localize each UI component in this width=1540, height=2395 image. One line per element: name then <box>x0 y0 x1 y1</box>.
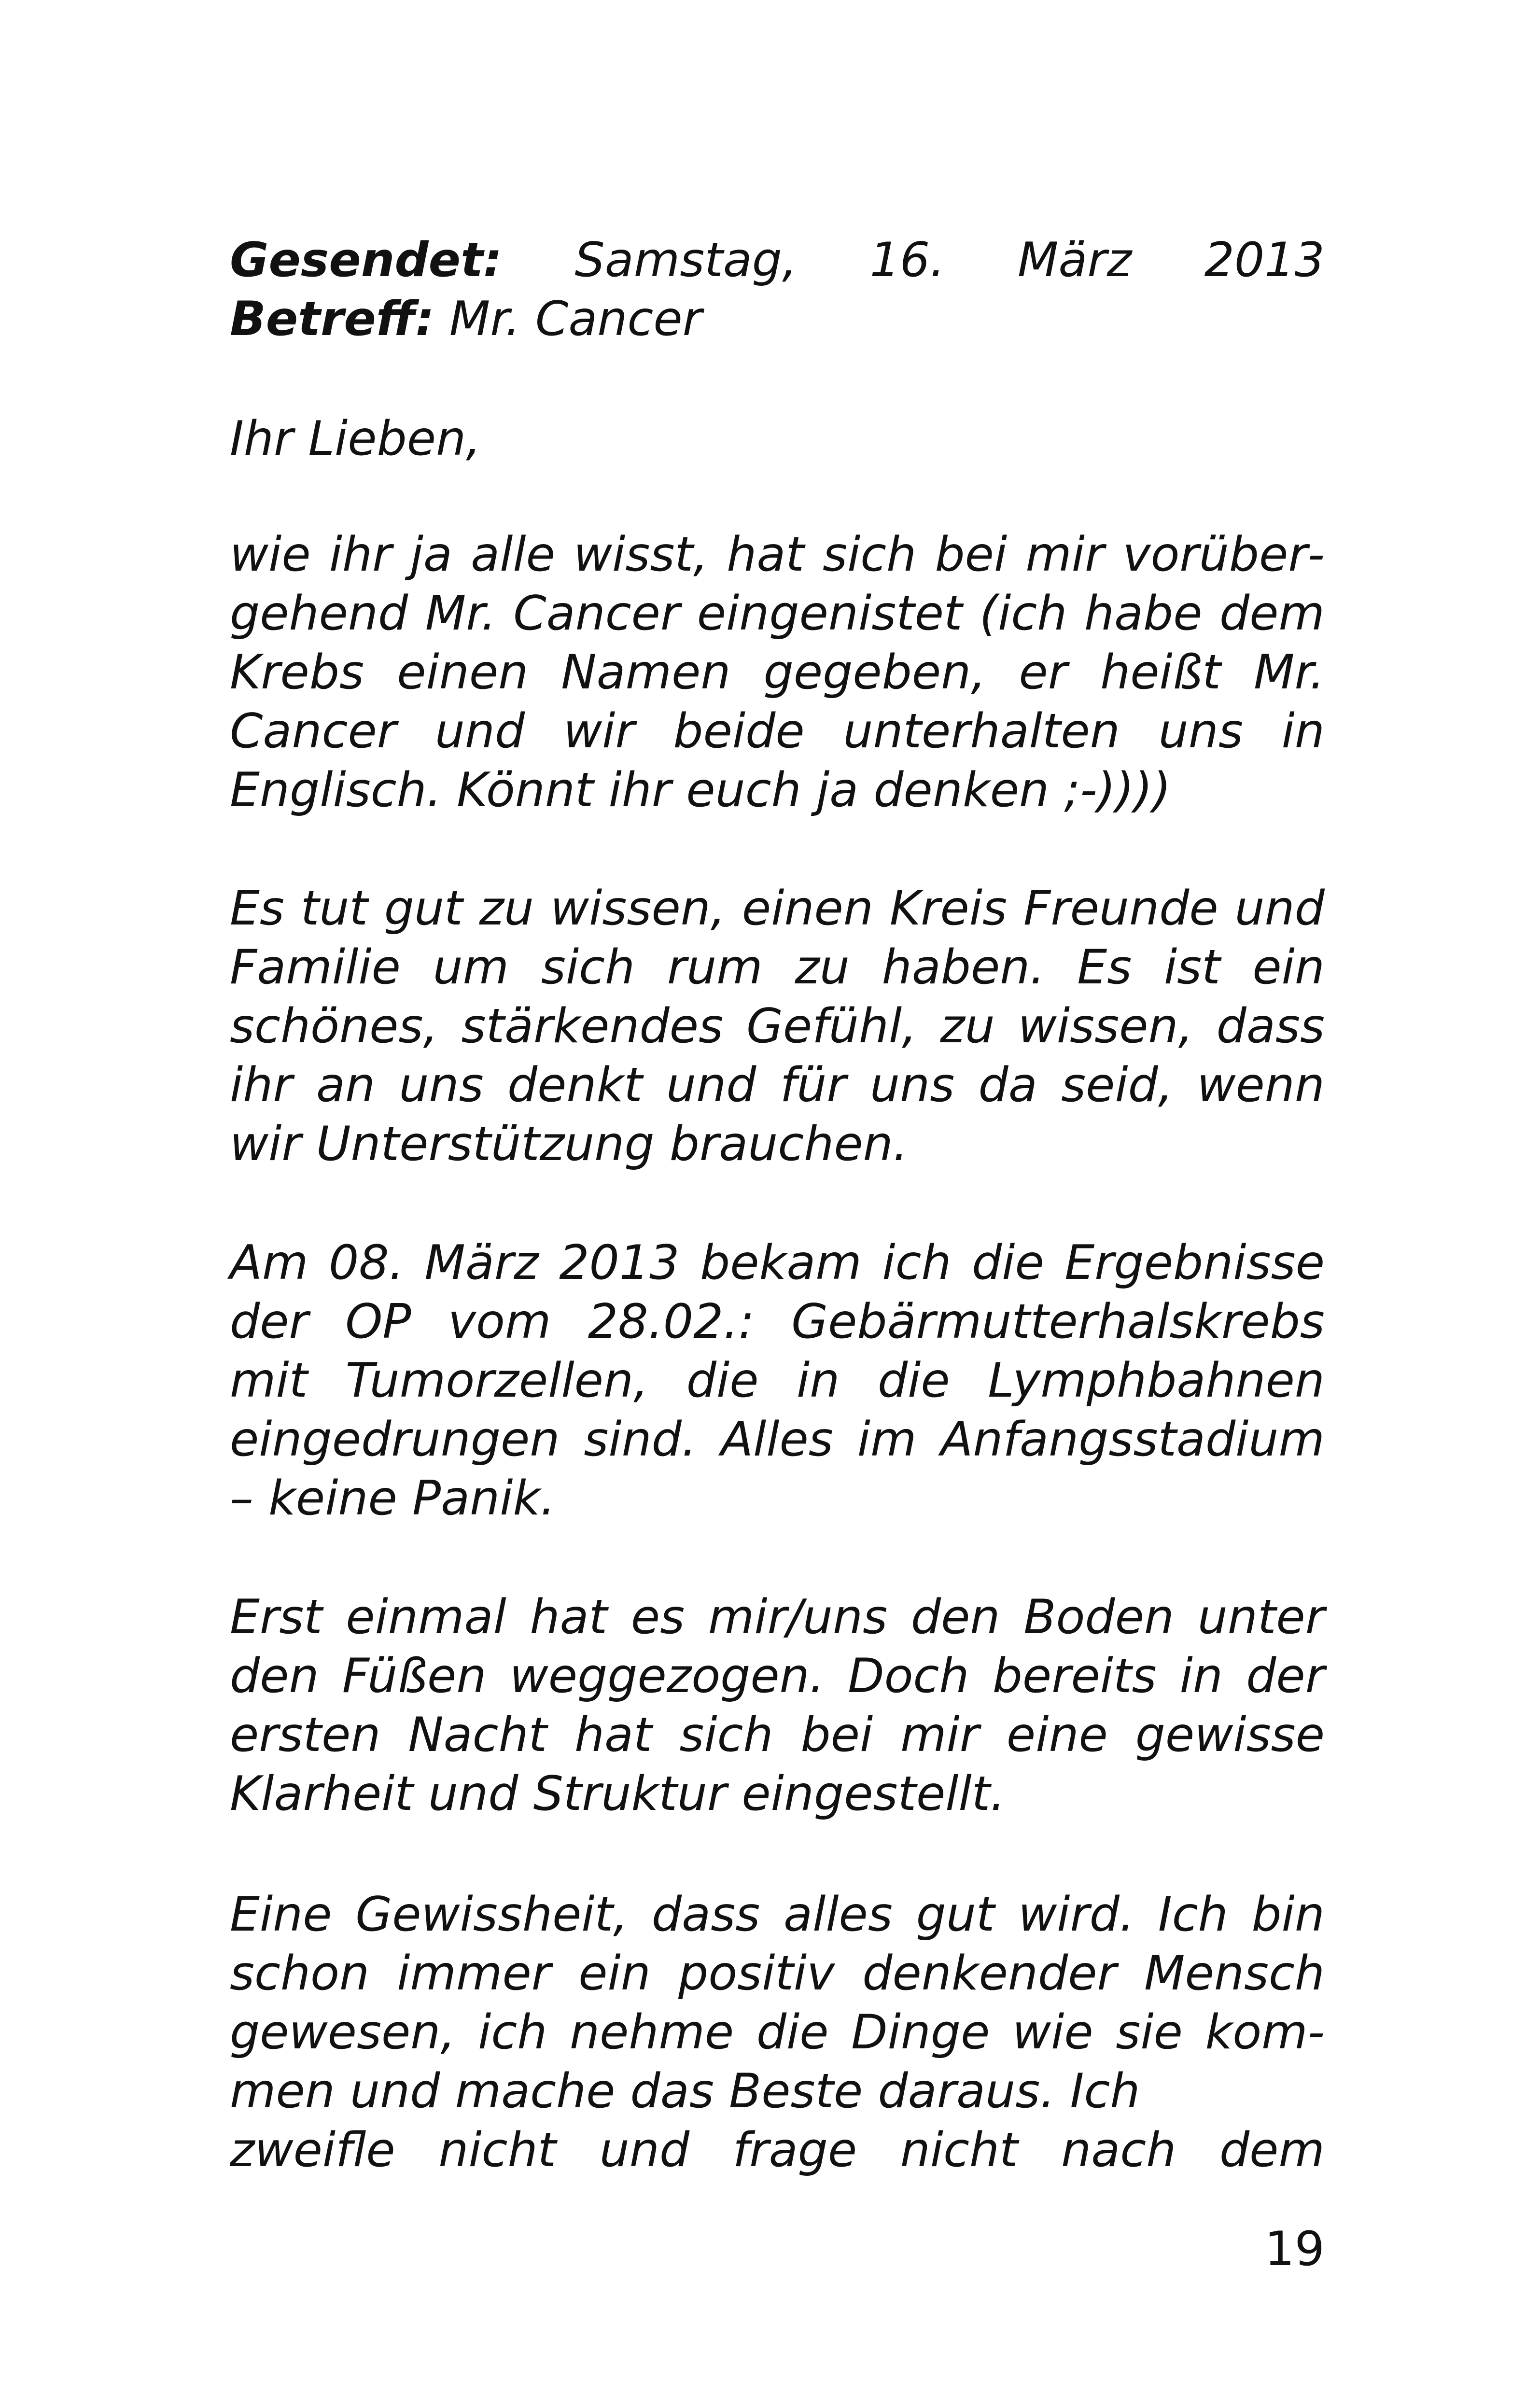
last-line-word: nach <box>1061 2123 1176 2178</box>
paragraph-4: Erst einmal hat es mir/uns den Boden unter den Füßen weggezogen. Doch bereits in der ersten Nacht hat sich bei mir eine gewisse Klarheit und Struktur eingestellt. <box>230 1590 1325 1821</box>
page-number: 19 <box>1264 2222 1325 2277</box>
greeting: Ihr Lieben, <box>230 411 481 466</box>
last-line-word: nicht <box>900 2123 1018 2178</box>
sent-day: 16. <box>869 233 945 288</box>
paragraph-3: Am 08. März 2013 bekam ich die Ergebnisse der OP vom 28.02.: Gebärmutterhalskrebs mit Tumorzellen, die in die Lymphbahnen eingedrungen sind. Alles im Anfangsstadium – keine Panik. <box>230 1235 1325 1526</box>
subject-value: Mr. Cancer <box>449 292 702 347</box>
paragraph-5 <box>230 1885 1325 2180</box>
subject-label: Betreff: <box>230 292 434 347</box>
paragraph-5-last-line <box>230 2121 1325 2180</box>
last-line-word: frage <box>732 2123 857 2178</box>
sent-line <box>230 231 1325 290</box>
paragraph-5-body: Eine Gewissheit, dass alles gut wird. Ich bin schon immer ein positiv denkender Mensch gewesen, ich nehme die Dinge wie sie kommen und mache das Beste daraus. Ich <box>230 1887 1325 2119</box>
sent-month: März <box>1017 233 1132 288</box>
paragraph-1: wie ihr ja alle wisst, hat sich bei mir vorübergehend Mr. Cancer eingenistet (ich habe dem Krebs einen Namen gegeben, er heißt Mr. Cancer und wir beide unterhalten uns in Englisch. Könnt ihr euch ja denken ;-)))) <box>230 527 1325 818</box>
paragraph-2: Es tut gut zu wissen, einen Kreis Freunde und Familie um sich rum zu haben. Es ist ein schönes, stärkendes Gefühl, zu wissen, dass ihr an uns denkt und für uns da seid, wenn wir Unterstützung brauchen. <box>230 881 1325 1172</box>
sent-label: Gesendet: <box>230 233 503 288</box>
subject-line <box>230 290 1325 349</box>
sent-year: 2013 <box>1204 233 1325 288</box>
last-line-word: nicht <box>438 2123 557 2178</box>
last-line-word: dem <box>1219 2123 1325 2178</box>
sent-weekday: Samstag, <box>574 233 798 288</box>
last-line-word: zweifle <box>230 2123 395 2178</box>
last-line-word: und <box>599 2123 690 2178</box>
